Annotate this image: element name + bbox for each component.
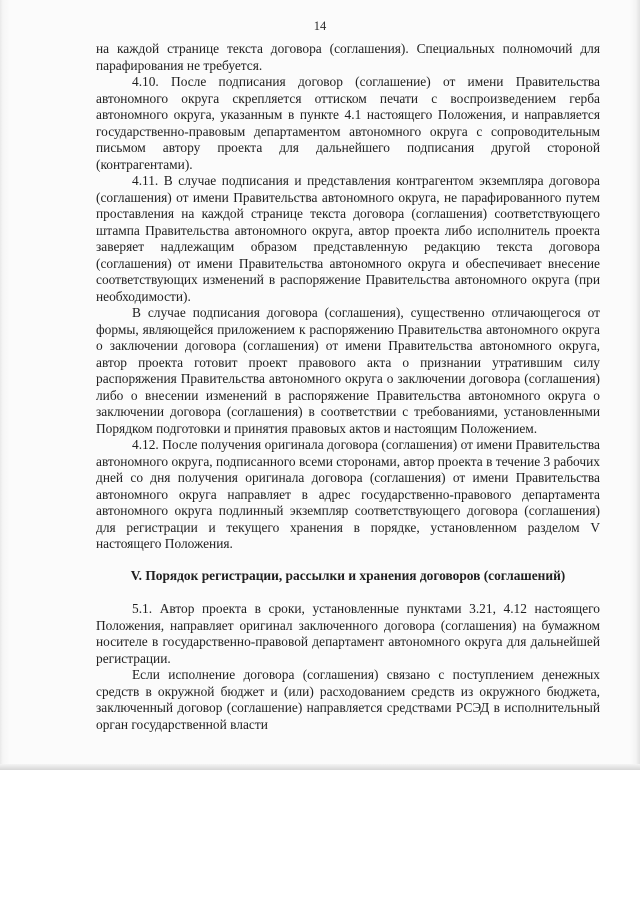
page-bottom-edge [0, 764, 640, 770]
paragraph-5-1-continued: Если исполнение договора (соглашения) связано с поступлением денежных средств в окружной бюджет и (или) расходованием средств из окружного бюджета, заключенный договор (соглашение) направляется средствами РСЭД в исполнительный орган государственной власти [96, 667, 600, 732]
paragraph-4-11: 4.11. В случае подписания и представления контрагентом экземпляра договора (соглашения) от имени Правительства автономного округа, не парафированного путем проставления на каждой странице текста договора (соглашения) соответствующего штампа Правительства автономного округа, автор проекта либо исполнитель проекта заверяет надлежащим образом представленную редакцию текста договора (соглашения) от имени Правительства автономного округа и обеспечивает внесение соответствующих изменений в распоряжение Правительства автономного округа (при необходимости). [96, 173, 600, 304]
paragraph-4-11-continued: В случае подписания договора (соглашения), существенно отличающегося от формы, являющейся приложением к распоряжению Правительства автономного округа о заключении договора (соглашения) от имени Правительства автономного округа, автор проекта готовит проект правового акта о признании утратившим силу распоряжения Правительства автономного округа о заключении договора (соглашения) либо о внесении изменений в распоряжение Правительства автономного округа о заключении договора (соглашения) в соответствии с требованиями, установленными Порядком подготовки и принятия правовых актов и настоящим Положением. [96, 305, 600, 436]
paragraph-4-10: 4.10. После подписания договор (соглашение) от имени Правительства автономного округа скрепляется оттиском печати с воспроизведением герба автономного округа, указанным в пункте 4.1 настоящего Положения, и направляется государственно-правовым департаментом автономного округа с сопроводительным письмом автору проекта для дальнейшего подписания другой стороной (контрагентами). [96, 74, 600, 172]
document-body [96, 41, 600, 733]
page-number: 14 [313, 19, 327, 33]
paragraph-5-1: 5.1. Автор проекта в сроки, установленные пунктами 3.21, 4.12 настоящего Положения, направляет оригинал заключенного договора (соглашения) на бумажном носителе в государственно-правовой департамент автономного округа для дальнейшей регистрации. [96, 601, 600, 666]
paragraph-continuation: на каждой странице текста договора (соглашения). Специальных полномочий для парафирования не требуется. [96, 41, 600, 73]
paragraph-4-12: 4.12. После получения оригинала договора (соглашения) от имени Правительства автономного округа, подписанного всеми сторонами, автор проекта в течение 3 рабочих дней со дня получения оригинала договора (соглашения) от имени Правительства автономного округа направляет в адрес государственно-правового департамента автономного округа подлинный экземпляр соответствующего договора (соглашения) для регистрации и текущего хранения в порядке, установленном разделом V настоящего Положения. [96, 437, 600, 551]
section-heading: V. Порядок регистрации, рассылки и хранения договоров (соглашений) [130, 567, 566, 583]
